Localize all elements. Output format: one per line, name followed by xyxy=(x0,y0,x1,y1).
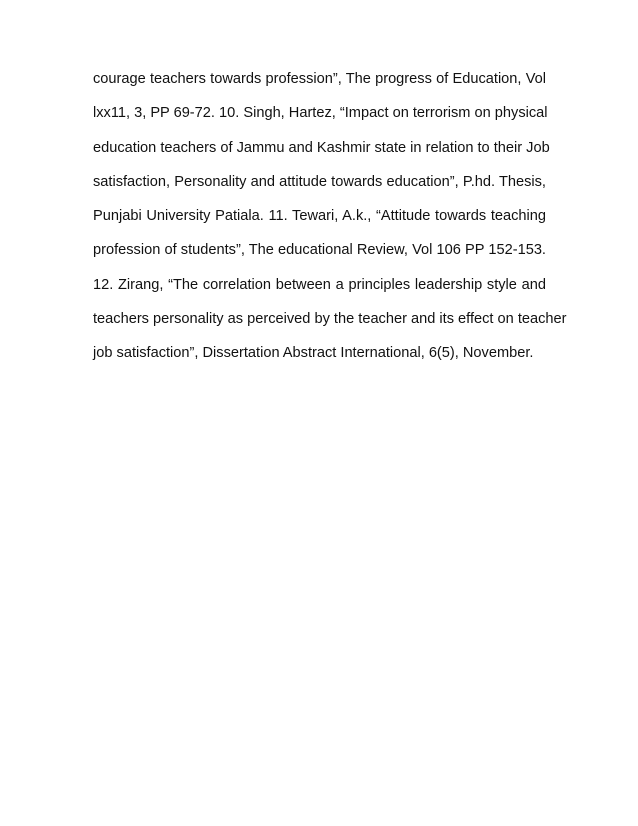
text-line: satisfaction, Personality and attitude towards education”, P.hd. Thesis, xyxy=(93,173,546,190)
text-line: lxx11, 3, PP 69-72. 10. Singh, Hartez, “Impact on terrorism on physical xyxy=(93,105,548,122)
text-line-last: job satisfaction”, Dissertation Abstract International, 6(5), November. xyxy=(93,345,534,362)
text-line: Punjabi University Patiala. 11. Tewari, A.k., “Attitude towards teaching xyxy=(93,208,546,225)
text-line: profession of students”, The educational Review, Vol 106 PP 152-153. xyxy=(93,242,546,259)
text-line: courage teachers towards profession”, The progress of Education, Vol xyxy=(93,71,546,87)
text-line: teachers personality as perceived by the teacher and its effect on teacher xyxy=(93,311,567,328)
text-line: education teachers of Jammu and Kashmir state in relation to their Job xyxy=(93,139,550,156)
reference-paragraph xyxy=(93,62,567,371)
text-line: 12. Zirang, “The correlation between a principles leadership style and xyxy=(93,276,546,293)
